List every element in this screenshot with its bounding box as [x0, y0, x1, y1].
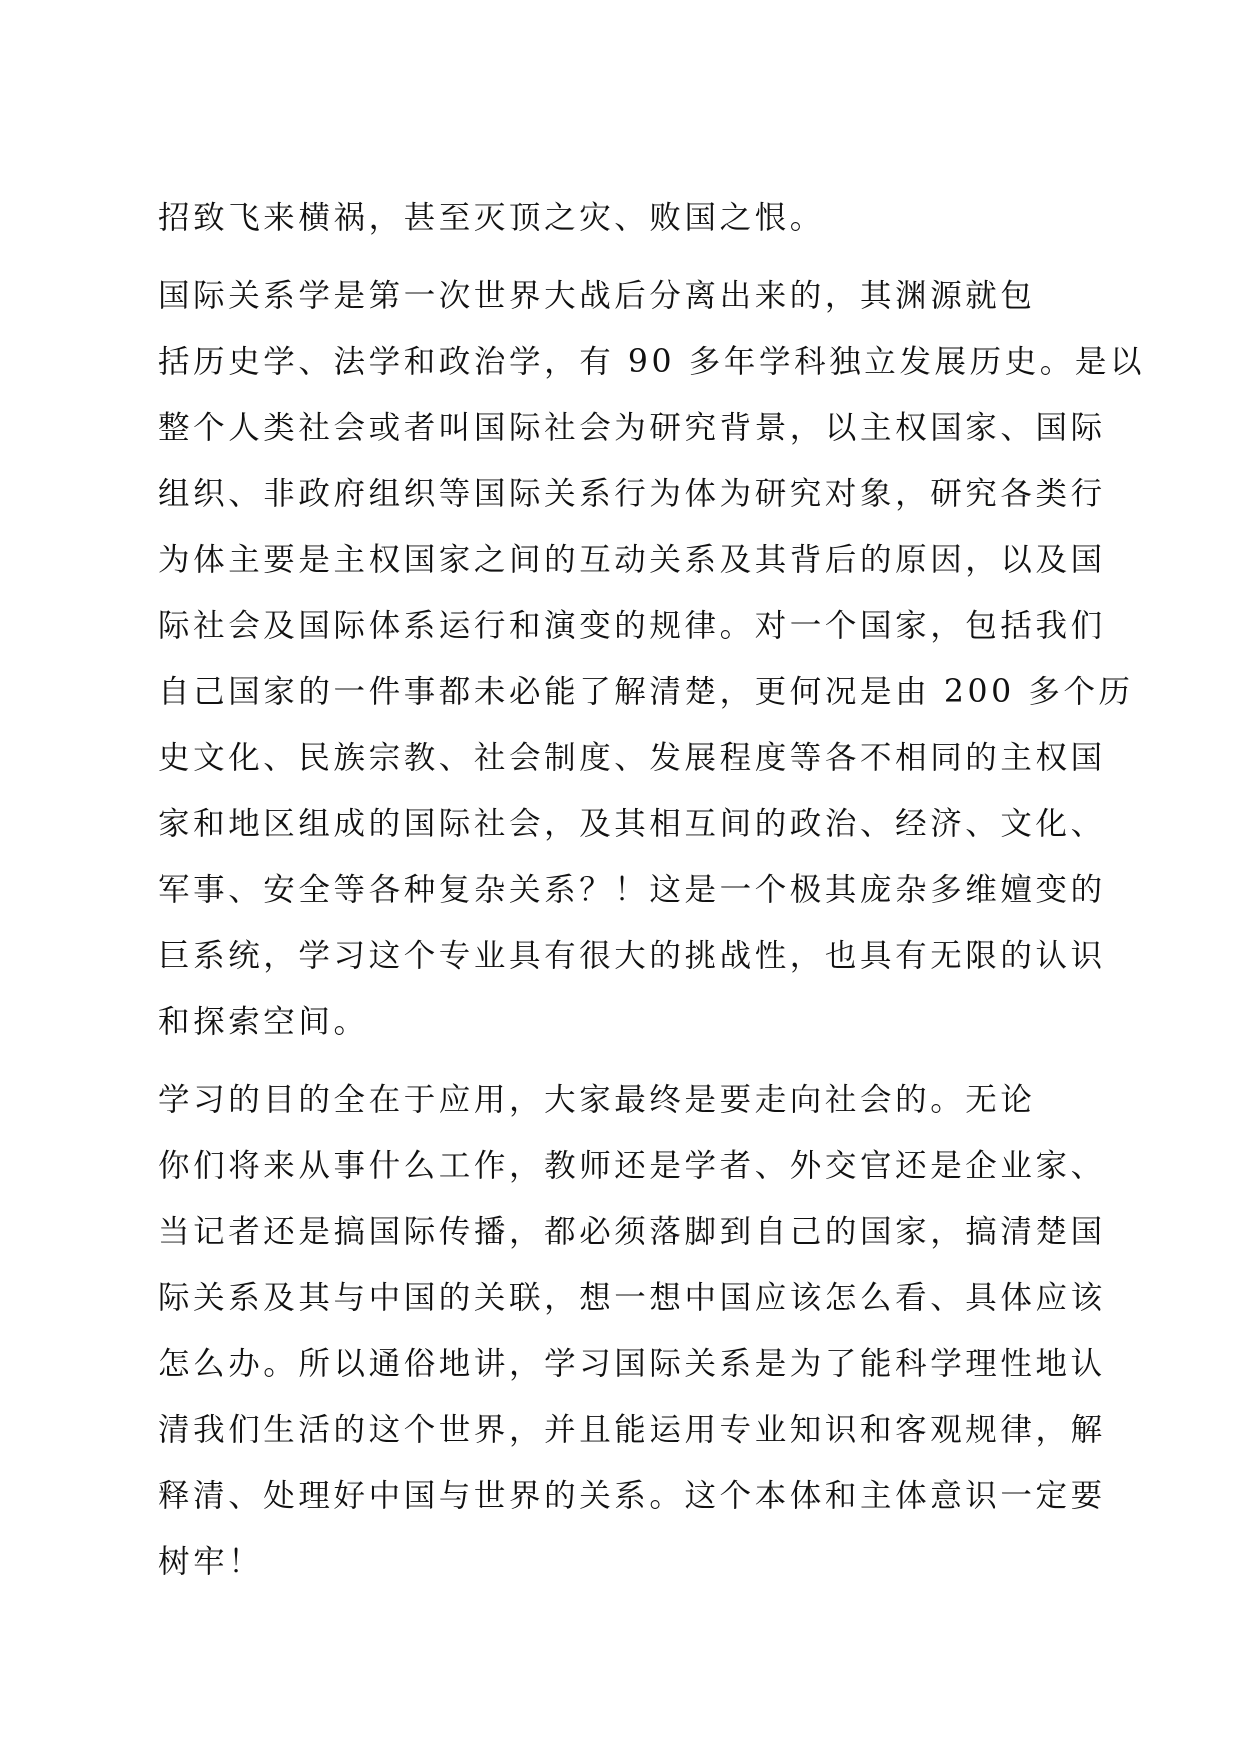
paragraph-gap — [158, 251, 1082, 263]
text-line: 括历史学、法学和政治学，有 90 多年学科独立发展历史。是以 — [158, 344, 1146, 380]
text-line: 怎么办。所以通俗地讲，学习国际关系是为了能科学理性地认 — [158, 1346, 1106, 1382]
text-line: 树牢！ — [158, 1544, 264, 1580]
text-line: 学习的目的全在于应用，大家最终是要走向社会的。无论 — [158, 1082, 1036, 1118]
paragraph-gap — [158, 1055, 1082, 1067]
document-body — [158, 185, 1146, 1595]
text-line: 招致飞来横祸，甚至灭顶之灾、败国之恨。 — [158, 200, 825, 236]
text-line: 当记者还是搞国际传播，都必须落脚到自己的国家，搞清楚国 — [158, 1214, 1106, 1250]
text-line: 国际关系学是第一次世界大战后分离出来的，其渊源就包 — [158, 278, 1036, 314]
text-line: 自己国家的一件事都未必能了解清楚，更何况是由 200 多个历 — [158, 674, 1134, 710]
text-line: 军事、安全等各种复杂关系？！这是一个极其庞杂多维嬗变的 — [158, 872, 1106, 908]
text-line: 际关系及其与中国的关联，想一想中国应该怎么看、具体应该 — [158, 1280, 1106, 1316]
text-line: 组织、非政府组织等国际关系行为体为研究对象，研究各类行 — [158, 476, 1106, 512]
text-line: 史文化、民族宗教、社会制度、发展程度等各不相同的主权国 — [158, 740, 1106, 776]
text-line: 清我们生活的这个世界，并且能运用专业知识和客观规律，解 — [158, 1412, 1106, 1448]
text-line: 为体主要是主权国家之间的互动关系及其背后的原因，以及国 — [158, 542, 1106, 578]
text-line: 家和地区组成的国际社会，及其相互间的政治、经济、文化、 — [158, 806, 1106, 842]
text-line: 和探索空间。 — [158, 1004, 369, 1040]
text-line: 你们将来从事什么工作，教师还是学者、外交官还是企业家、 — [158, 1148, 1106, 1184]
text-line: 巨系统，学习这个专业具有很大的挑战性，也具有无限的认识 — [158, 938, 1106, 974]
text-line: 释清、处理好中国与世界的关系。这个本体和主体意识一定要 — [158, 1478, 1106, 1514]
text-line: 整个人类社会或者叫国际社会为研究背景，以主权国家、国际 — [158, 410, 1106, 446]
text-line: 际社会及国际体系运行和演变的规律。对一个国家，包括我们 — [158, 608, 1106, 644]
